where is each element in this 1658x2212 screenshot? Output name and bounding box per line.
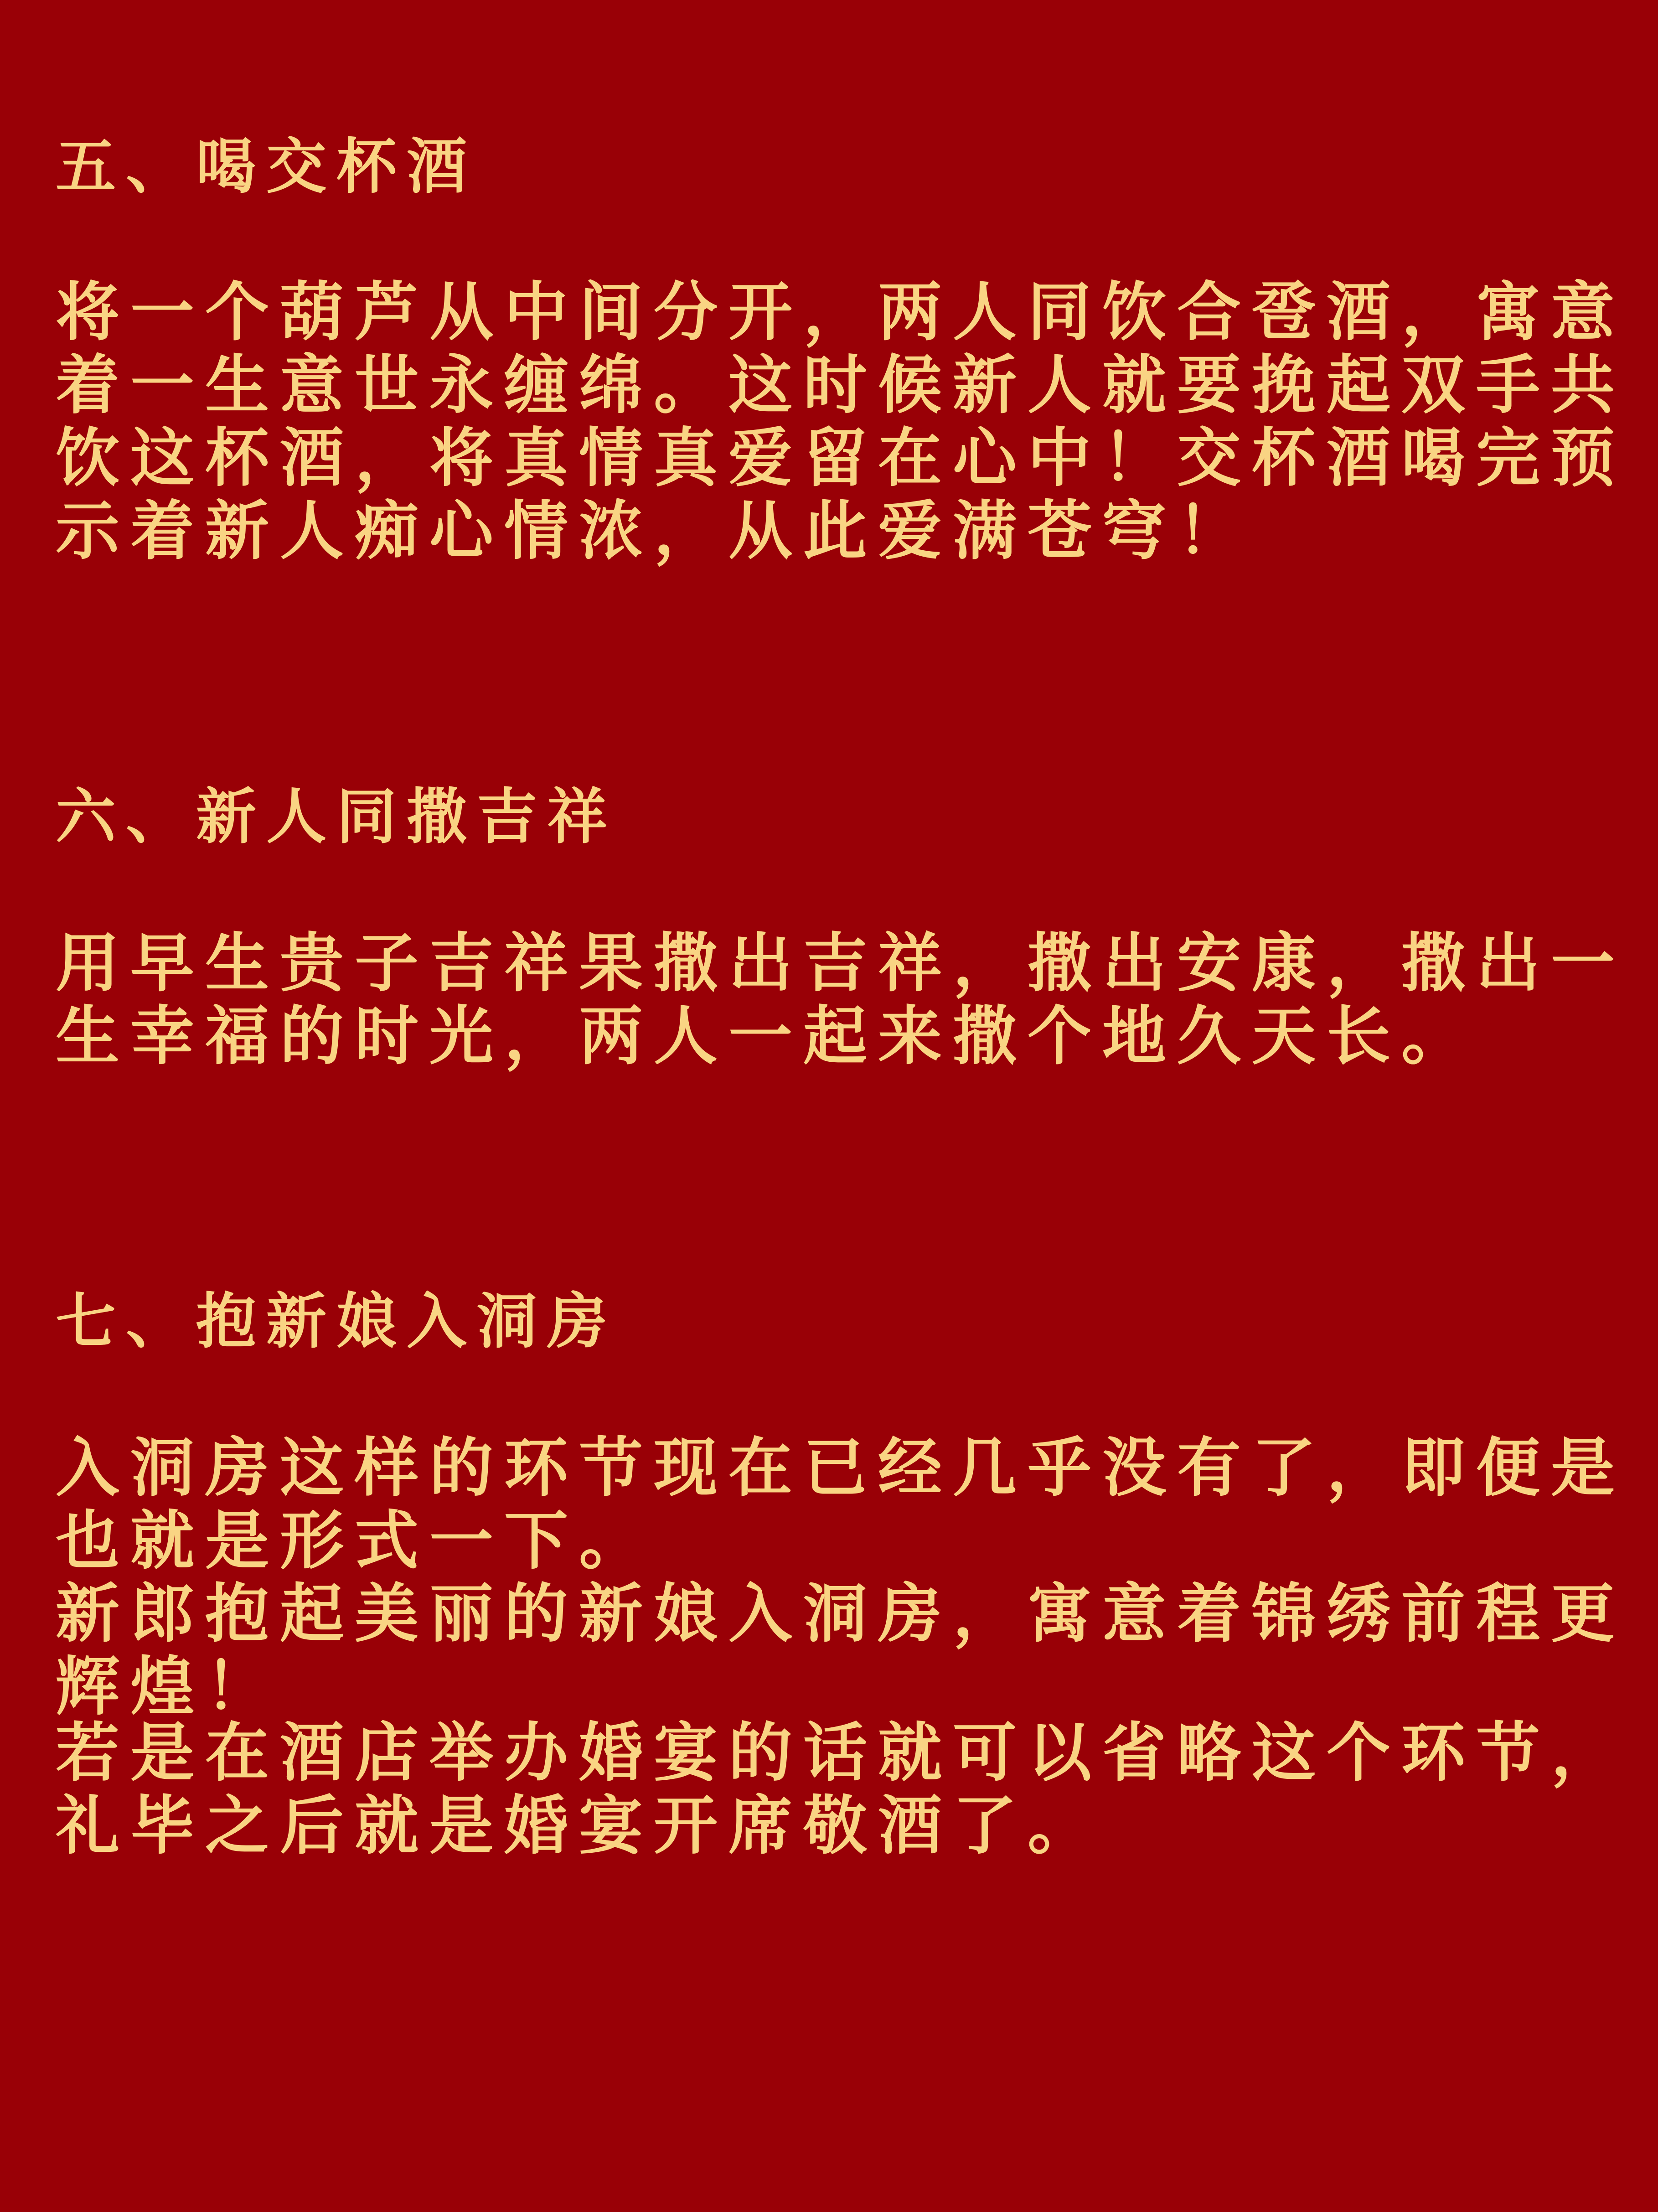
paragraph-line: 将一个葫芦从中间分开，两人同饮合卺酒，寓意 bbox=[56, 275, 1626, 350]
paragraph-line: 入洞房这样的环节现在已经几乎没有了，即便是 bbox=[56, 1431, 1626, 1505]
section-heading-5: 五、喝交杯酒 bbox=[56, 131, 477, 202]
paragraph-line: 用早生贵子吉祥果撒出吉祥，撒出安康，撒出一 bbox=[56, 926, 1626, 1001]
paragraph-line: 若是在酒店举办婚宴的话就可以省略这个环节， bbox=[56, 1716, 1626, 1790]
paragraph-line: 示着新人痴心情浓，从此爱满苍穹！ bbox=[56, 494, 1252, 569]
paragraph-line: 饮这杯酒，将真情真爱留在心中！交杯酒喝完预 bbox=[56, 421, 1626, 496]
paragraph-line: 着一生意世永缠绵。这时候新人就要挽起双手共 bbox=[56, 348, 1626, 423]
paragraph-line: 礼毕之后就是婚宴开席敬酒了。 bbox=[56, 1788, 1103, 1863]
section-heading-6: 六、新人同撒吉祥 bbox=[56, 781, 617, 852]
section-heading-7: 七、抱新娘入洞房 bbox=[56, 1286, 617, 1357]
paragraph-line: 辉煌！ bbox=[56, 1649, 280, 1724]
paragraph-line: 新郎抱起美丽的新娘入洞房，寓意着锦绣前程更 bbox=[56, 1576, 1626, 1651]
paragraph-line: 也就是形式一下。 bbox=[56, 1504, 654, 1578]
paragraph-line: 生幸福的时光，两人一起来撒个地久天长。 bbox=[56, 999, 1477, 1074]
